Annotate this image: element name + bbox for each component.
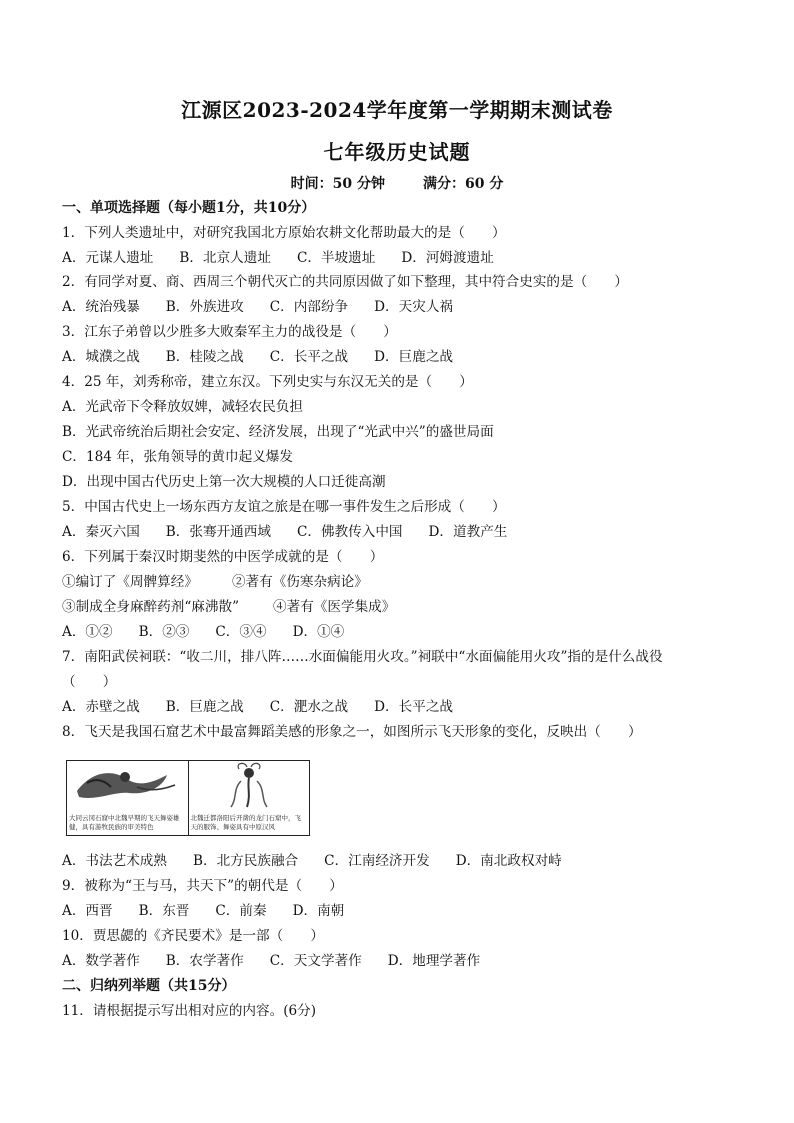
question-2-options <box>62 298 479 316</box>
exam-subtitle: 七年级历史试题 <box>323 140 471 164</box>
q9-option-d[interactable]: D．南朝 <box>292 903 345 919</box>
q10-option-a[interactable]: A．数学著作 <box>62 953 140 969</box>
q5-option-c[interactable]: C．佛教传入中国 <box>296 524 403 540</box>
question-10-options <box>62 952 506 970</box>
q8-option-c[interactable]: C．江南经济开发 <box>324 853 430 869</box>
q6-item-2: ②著有《伤寒杂病论》 <box>231 574 368 590</box>
q1-option-a[interactable]: A．元谋人遗址 <box>62 250 154 266</box>
q7-option-d[interactable]: D．长平之战 <box>374 699 454 715</box>
exam-info <box>0 173 794 193</box>
q9-option-b[interactable]: B．东晋 <box>138 903 190 919</box>
q2-option-d[interactable]: D．天灾人祸 <box>374 299 454 315</box>
figure-caption-left: 大同云冈石窟中北魏早期的飞天舞姿雄健，具有游牧民族的审美特色 <box>69 814 180 831</box>
q5-option-d[interactable]: D．道教产生 <box>428 524 508 540</box>
exam-score: 满分：60 分 <box>423 176 504 192</box>
q3-option-a[interactable]: A．城濮之战 <box>62 349 140 365</box>
figure-panel-left <box>67 761 189 835</box>
question-6-stem: 6．下列属于秦汉时期斐然的中医学成就的是（ ） <box>62 549 384 565</box>
q2-option-b[interactable]: B．外族进攻 <box>165 299 244 315</box>
question-8-stem: 8．飞天是我国石窟艺术中最富舞蹈美感的形象之一，如图所示飞天形象的变化，反映出（ ） <box>62 724 642 740</box>
question-1-stem: 1．下列人类遗址中，对研究我国北方原始农耕文化帮助最大的是（ ） <box>62 225 506 241</box>
q4-option-a[interactable]: A．光武帝下令释放奴婢，减轻农民负担 <box>62 399 303 415</box>
q6-item-3: ③制成全身麻醉药剂“麻沸散” <box>62 599 240 615</box>
q10-option-b[interactable]: B．农学著作 <box>165 953 244 969</box>
q6-items-row1 <box>62 573 368 591</box>
q6-option-d[interactable]: D．①④ <box>292 624 345 640</box>
flying-apsaras-figure <box>66 760 310 836</box>
question-7-stem: 7．南阳武侯祠联：“收二川，排八阵……水面偏能用火攻。”祠联中“水面偏能用火攻”指的是什么战役 <box>62 649 663 665</box>
q3-option-d[interactable]: D．巨鹿之战 <box>374 349 454 365</box>
q8-option-b[interactable]: B．北方民族融合 <box>192 853 299 869</box>
q7-option-a[interactable]: A．赤壁之战 <box>62 699 140 715</box>
q4-option-d[interactable]: D．出现中国古代历史上第一次大规模的人口迁徙高潮 <box>62 474 386 490</box>
q6-item-1: ①编订了《周髀算经》 <box>62 574 198 590</box>
question-5-stem: 5．中国古代史上一场东西方友谊之旅是在哪一事件发生之后形成（ ） <box>62 499 506 515</box>
q9-option-a[interactable]: A．西晋 <box>62 903 113 919</box>
q2-option-a[interactable]: A．统治残暴 <box>62 299 140 315</box>
section-heading-2: 二、归纳列举题（共15分） <box>62 978 236 994</box>
q1-option-c[interactable]: C．半坡遗址 <box>296 250 376 266</box>
q7-option-b[interactable]: B．巨鹿之战 <box>165 699 244 715</box>
q3-option-c[interactable]: C．长平之战 <box>269 349 349 365</box>
q5-option-a[interactable]: A．秦灭六国 <box>62 524 140 540</box>
question-9-options <box>62 902 370 920</box>
q2-option-c[interactable]: C．内部纷争 <box>269 299 349 315</box>
q7-option-c[interactable]: C．淝水之战 <box>269 699 349 715</box>
question-9-stem: 9．被称为“王与马，共天下”的朝代是（ ） <box>62 878 343 894</box>
question-8-options <box>62 852 588 870</box>
question-7-options <box>62 698 479 716</box>
q1-option-d[interactable]: D．河姆渡遗址 <box>401 250 494 266</box>
question-1-options <box>62 249 520 267</box>
q6-option-a[interactable]: A．①② <box>62 624 113 640</box>
q8-option-a[interactable]: A．书法艺术成熟 <box>62 853 167 869</box>
question-4-stem: 4．25 年，刘秀称帝，建立东汉。下列史实与东汉无关的是（ ） <box>62 374 473 390</box>
q5-option-b[interactable]: B．张骞开通西域 <box>165 524 271 540</box>
question-5-options <box>62 523 533 541</box>
q6-option-b[interactable]: B．②③ <box>138 624 190 640</box>
q1-option-b[interactable]: B．北京人遗址 <box>179 250 271 266</box>
q9-option-c[interactable]: C．前秦 <box>215 903 267 919</box>
exam-title: 江源区2023-2024学年度第一学期期末测试卷 <box>181 98 613 122</box>
question-11-stem: 11．请根据提示写出相对应的内容。(6分) <box>62 1003 317 1019</box>
figure-caption-right: 北魏迁都洛阳后开凿的龙门石窟中，飞天的服饰、舞姿具有中原汉风 <box>190 814 301 831</box>
question-10-stem: 10．贾思勰的《齐民要术》是一部（ ） <box>62 928 324 944</box>
apsara-early-image <box>67 761 187 811</box>
q6-items-row2 <box>62 598 395 616</box>
q4-option-b[interactable]: B．光武帝统治后期社会安定、经济发展，出现了“光武中兴”的盛世局面 <box>62 424 494 440</box>
section-heading-1: 一、单项选择题（每小题1分，共10分） <box>62 200 316 216</box>
q3-option-b[interactable]: B．桂陵之战 <box>165 349 244 365</box>
exam-time: 时间：50 分钟 <box>290 176 385 192</box>
q10-option-c[interactable]: C．天文学著作 <box>269 953 362 969</box>
question-6-options <box>62 623 370 641</box>
apsara-later-image <box>189 761 309 811</box>
question-2-stem: 2．有同学对夏、商、西周三个朝代灭亡的共同原因做了如下整理，其中符合史实的是（ ） <box>62 274 628 290</box>
q8-option-d[interactable]: D．南北政权对峙 <box>455 853 562 869</box>
question-3-stem: 3．江东子弟曾以少胜多大败秦军主力的战役是（ ） <box>62 324 397 340</box>
q10-option-d[interactable]: D．地理学著作 <box>387 953 481 969</box>
question-7-blank: （ ） <box>62 674 117 690</box>
q6-option-c[interactable]: C．③④ <box>215 624 267 640</box>
question-3-options <box>62 348 479 366</box>
q4-option-c[interactable]: C．184 年，张角领导的黄巾起义爆发 <box>62 449 293 465</box>
q6-item-4: ④著有《医学集成》 <box>273 599 396 615</box>
figure-panel-right <box>189 761 310 835</box>
